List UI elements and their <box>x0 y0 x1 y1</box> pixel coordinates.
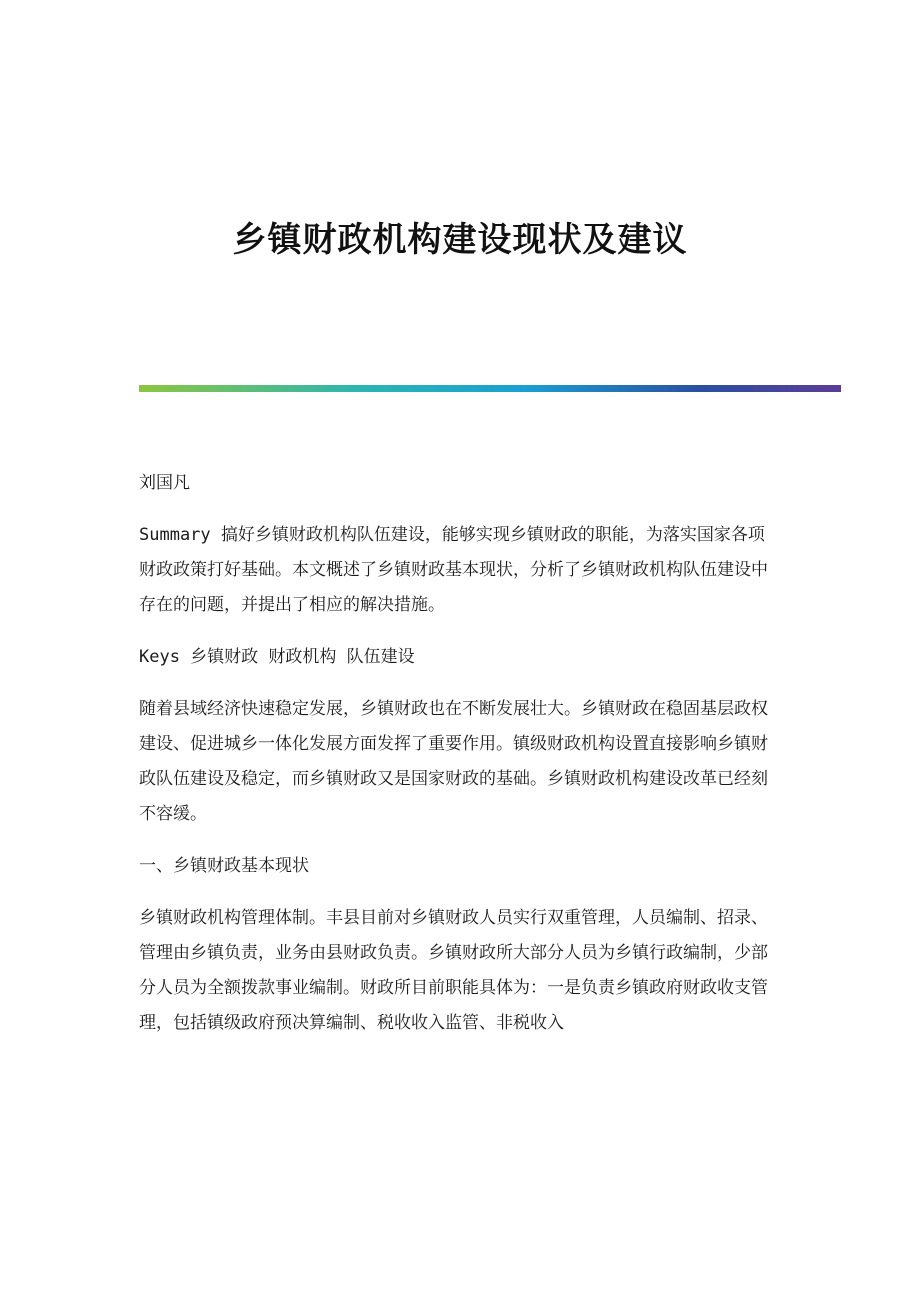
intro-paragraph: 随着县域经济快速稳定发展，乡镇财政也在不断发展壮大。乡镇财政在稳固基层政权建设、促进城乡一体化发展方面发挥了重要作用。镇级财政机构设置直接影响乡镇财政队伍建设及稳定，而乡镇财政又是国家财政的基础。乡镇财政机构建设改革已经刻不容缓。 <box>139 699 768 824</box>
title-divider <box>139 385 841 392</box>
section-heading: 一、乡镇财政基本现状 <box>139 856 309 876</box>
document-body <box>139 466 771 1058</box>
author-name: 刘国凡 <box>139 473 190 493</box>
document-title: 乡镇财政机构建设现状及建议 <box>232 220 688 260</box>
section-paragraph: 乡镇财政机构管理体制。丰县目前对乡镇财政人员实行双重管理，人员编制、招录、管理由乡镇负责，业务由县财政负责。乡镇财政所大部分人员为乡镇行政编制，少部分人员为全额拨款事业编制。财政所目前职能具体为：一是负责乡镇政府财政收支管理，包括镇级政府预决算编制、税收收入监管、非税收入 <box>139 908 768 1033</box>
summary-paragraph: Summary 搞好乡镇财政机构队伍建设，能够实现乡镇财政的职能，为落实国家各项财政政策打好基础。本文概述了乡镇财政基本现状，分析了乡镇财政机构队伍建设中存在的问题，并提出了相应的解决措施。 <box>139 525 768 615</box>
keywords-line: Keys 乡镇财政 财政机构 队伍建设 <box>139 647 415 667</box>
